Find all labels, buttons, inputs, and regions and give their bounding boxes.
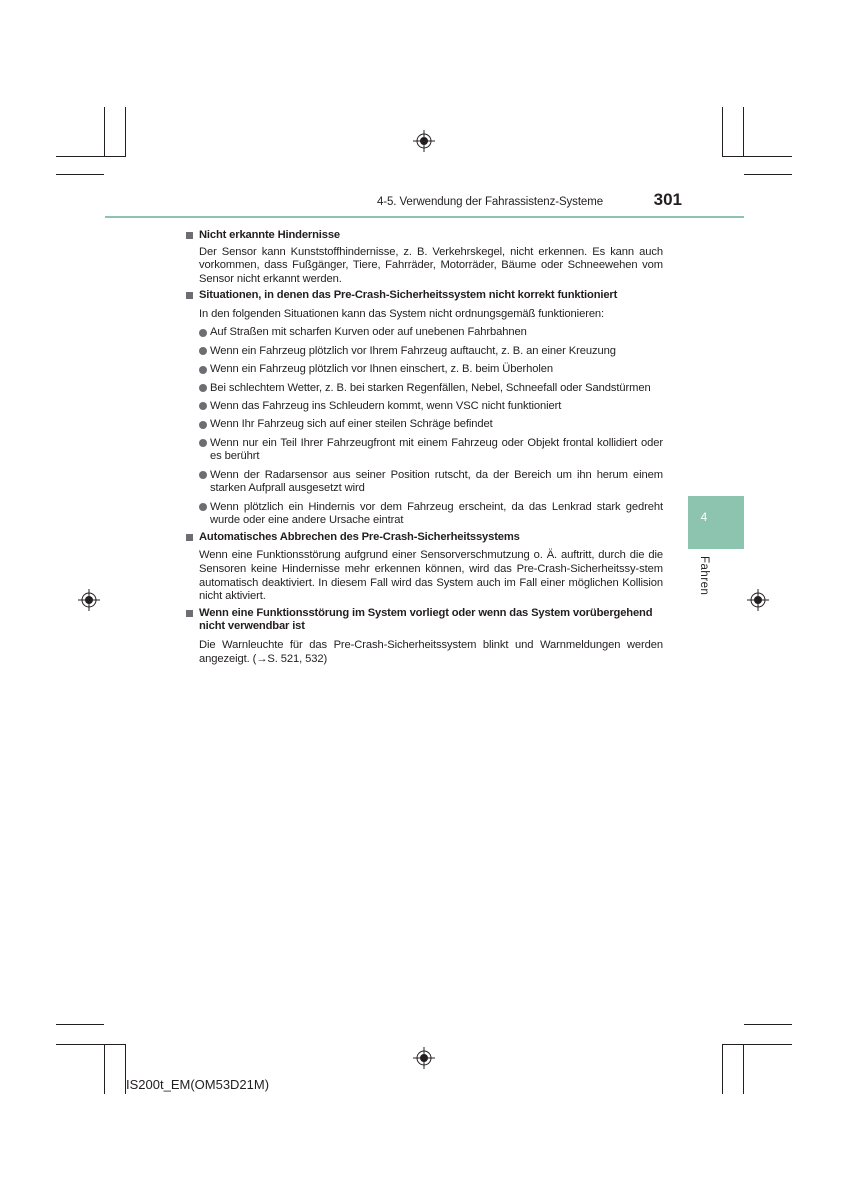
section-heading-text: Wenn eine Funktionsstörung im System vorliegt oder wenn das System vorübergehend nicht verwendbar ist (199, 606, 653, 633)
section-paragraph: Der Sensor kann Kunststoffhindernisse, z. B. Verkehrskegel, nicht erkennen. Es kann auch vorkommen, dass Fußgänger, Tiere, Fahrräder, Motorräder, Bäume oder Schneewehen vom Sensor nicht erkannt werden. (199, 245, 663, 285)
crop-mark-top-left-h2 (56, 174, 104, 175)
section-heading-text: Automatisches Abbrechen des Pre-Crash-Sicherheitssystems (199, 530, 520, 543)
round-bullet-icon (199, 329, 207, 337)
list-item-text: Auf Straßen mit scharfen Kurven oder auf unebenen Fahrbahnen (210, 326, 527, 339)
crop-mark-top-right-v2 (743, 107, 744, 157)
section-paragraph: Die Warnleuchte für das Pre-Crash-Sicherheitssystem blinkt und Warnmeldungen werden angezeigt. (→S. 521, 532) (199, 639, 663, 665)
crop-mark-bottom-left-h1 (56, 1024, 104, 1025)
header-rule (105, 216, 744, 218)
list-item (199, 382, 663, 396)
chapter-label: Fahren (698, 556, 710, 596)
main-content (185, 226, 663, 666)
list-item-text: Bei schlechtem Wetter, z. B. bei starken Regenfällen, Nebel, Schneefall oder Sandstürmen (210, 381, 651, 394)
crop-mark-top-right-h1 (722, 156, 792, 157)
crop-mark-bottom-left-v1 (104, 1044, 105, 1094)
crosshair-registration-icon (413, 1047, 435, 1069)
list-item (199, 363, 663, 377)
section-heading-text: Nicht erkannte Hindernisse (199, 229, 340, 241)
crop-mark-top-right-v1 (722, 107, 723, 157)
crop-mark-bottom-right-v2 (743, 1044, 744, 1094)
list-item (199, 345, 663, 359)
list-item (199, 437, 663, 464)
crop-mark-bottom-right-h1 (744, 1024, 792, 1025)
crosshair-registration-icon (413, 130, 435, 152)
list-item (199, 400, 663, 414)
section-automatic-cancel (185, 531, 663, 604)
list-item-text: Wenn ein Fahrzeug plötzlich vor Ihrem Fahrzeug auftaucht, z. B. an einer Kreuzung (210, 344, 616, 357)
chapter-number: 4 (700, 510, 708, 524)
list-item-text: Wenn plötzlich ein Hindernis vor dem Fahrzeug erscheint, da das Lenkrad stark gedreht wurde oder eine andere Ursache eintrat (210, 500, 663, 527)
crop-mark-top-left-h1 (56, 156, 126, 157)
section-heading (185, 289, 663, 303)
square-bullet-icon (186, 292, 193, 299)
round-bullet-icon (199, 347, 207, 355)
crop-mark-bottom-right-h2 (722, 1044, 792, 1045)
chapter-tab (688, 496, 744, 549)
crop-mark-top-right-h2 (744, 174, 792, 175)
round-bullet-icon (199, 402, 207, 410)
list-item-text: Wenn der Radarsensor aus seiner Position rutscht, da der Bereich um ihn herum einem starken Aufprall ausgesetzt wird (210, 468, 663, 495)
list-item (199, 326, 663, 340)
section-heading-text: Situationen, in denen das Pre-Crash-Sicherheitssystem nicht korrekt funktioniert (199, 289, 618, 302)
section-intro: In den folgenden Situationen kann das System nicht ordnungsgemäß funktionieren: (199, 307, 605, 320)
section-heading (185, 229, 663, 243)
section-heading (185, 531, 663, 545)
list-item (199, 469, 663, 496)
round-bullet-icon (199, 503, 207, 511)
round-bullet-icon (199, 421, 207, 429)
crop-mark-bottom-right-v1 (722, 1044, 723, 1094)
section-system-malfunction (185, 607, 663, 666)
crosshair-registration-icon (747, 589, 769, 611)
crop-mark-bottom-left-h2 (56, 1044, 126, 1045)
round-bullet-icon (199, 366, 207, 374)
round-bullet-icon (199, 384, 207, 392)
section-undetected-obstacles (185, 229, 663, 286)
situation-list (185, 326, 663, 528)
page-number: 301 (653, 190, 682, 209)
list-item-text: Wenn Ihr Fahrzeug sich auf einer steilen Schräge befindet (210, 418, 493, 431)
header-section-title: 4-5. Verwendung der Fahrassistenz-Systeme (376, 196, 603, 208)
section-paragraph: Wenn eine Funktionsstörung aufgrund einer Sensorverschmutzung o. Ä. auftritt, durch die die Sensoren keine Hindernisse mehr erkennen können, wird das Pre-Crash-Sicherheitssy-stem automatisch deaktiviert. In diesem Fall wird das System auch im Fall einer möglichen Kollision nicht aktiviert. (199, 549, 663, 603)
crosshair-registration-icon (78, 589, 100, 611)
crop-mark-top-left-v1 (104, 107, 105, 157)
crop-mark-top-left-v2 (125, 107, 126, 157)
list-item (199, 418, 663, 432)
square-bullet-icon (186, 534, 193, 541)
section-heading (185, 607, 663, 634)
list-item-text: Wenn nur ein Teil Ihrer Fahrzeugfront mit einem Fahrzeug oder Objekt frontal kollidiert oder es berührt (210, 436, 663, 463)
square-bullet-icon (186, 610, 193, 617)
round-bullet-icon (199, 471, 207, 479)
round-bullet-icon (199, 439, 207, 447)
list-item-text: Wenn das Fahrzeug ins Schleudern kommt, wenn VSC nicht funktioniert (210, 399, 562, 412)
section-malfunction-situations (185, 289, 663, 527)
footer-manual-code: IS200t_EM(OM53D21M) (126, 1077, 270, 1092)
square-bullet-icon (186, 232, 193, 239)
list-item-text: Wenn ein Fahrzeug plötzlich vor Ihnen einschert, z. B. beim Überholen (210, 363, 553, 376)
list-item (199, 501, 663, 528)
